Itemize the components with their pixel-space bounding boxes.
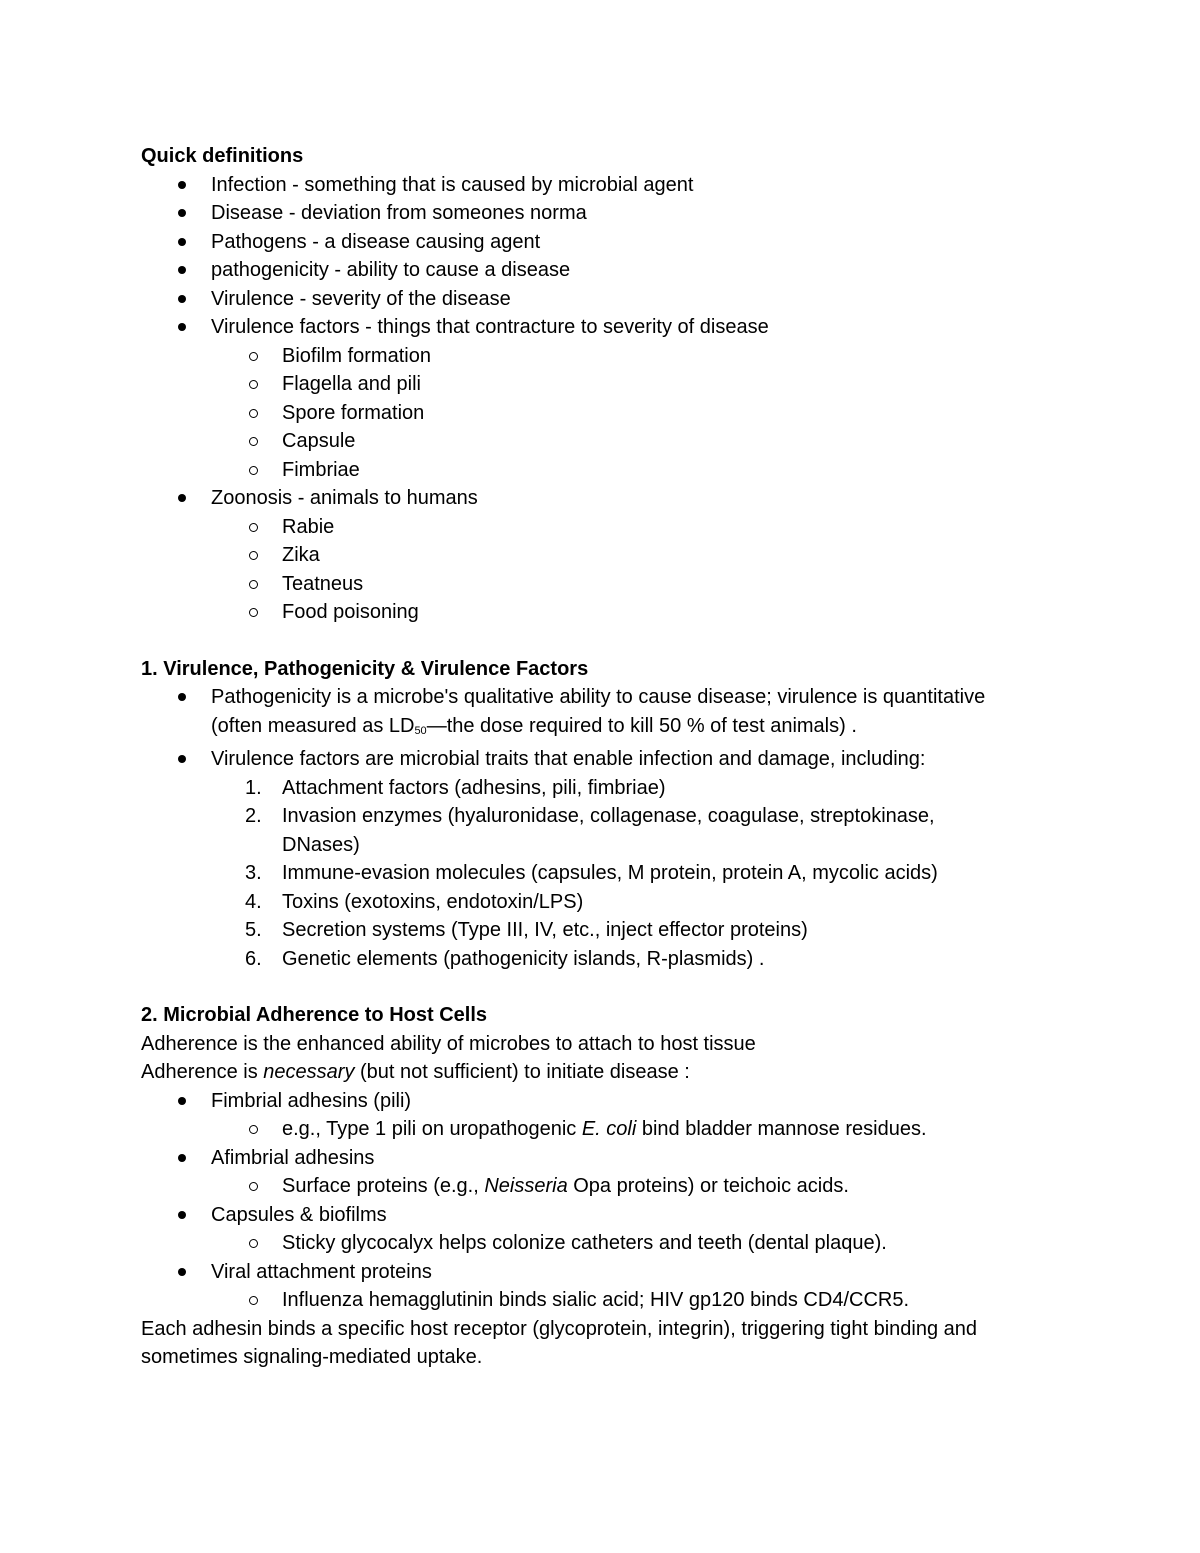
numbered-item: 2. Invasion enzymes (hyaluronidase, collagenase, coagulase, streptokinase, DNases): [141, 802, 1080, 859]
item-number: 6.: [245, 947, 262, 970]
sub-list-item: Biofilm formation: [141, 342, 1080, 371]
list-item: Pathogens - a disease causing agent: [141, 228, 1080, 257]
list-item: Zoonosis - animals to humans: [141, 484, 1080, 513]
bullet-disc-icon: [178, 323, 186, 331]
list-item: Virulence factors are microbial traits that enable infection and damage, including:: [141, 745, 1080, 774]
section-1-heading: 1. Virulence, Pathogenicity & Virulence Factors: [141, 657, 589, 680]
section-2-heading: 2. Microbial Adherence to Host Cells: [141, 1004, 488, 1026]
item-number: 2.: [245, 805, 262, 827]
quick-definitions-heading: Quick definitions: [141, 145, 304, 167]
sub-list-item: Capsule: [141, 427, 1080, 456]
bullet-disc-icon: [178, 238, 186, 246]
list-item: Virulence factors - things that contracture to severity of disease: [141, 313, 1080, 342]
item-number: 4.: [245, 890, 262, 913]
bullet-circle-icon: [249, 1125, 258, 1134]
section-1-list: [141, 683, 1080, 774]
bullet-disc-icon: [178, 1154, 186, 1162]
bullet-continuation: (often measured as $LD_{50}—the$ dose required to kill 50 % of test animals) .: [211, 714, 857, 737]
list-item: Pathogenicity is a microbe's qualitative ability to cause disease; virulence is quantitative (often measured as $LD_{50}—the$ dose required to kill 50 % of test animals) .: [141, 683, 1080, 745]
sub-list-item: Rabie: [141, 513, 1080, 542]
item-number: 3.: [245, 862, 262, 884]
bullet-disc-icon: [178, 181, 186, 189]
sub-list-item: e.g., Type 1 pili on uropathogenic E. coli bind bladder mannose residues.: [141, 1115, 1080, 1144]
bullet-disc-icon: [178, 693, 186, 701]
bullet-disc-icon: [178, 1268, 186, 1276]
sub-list-item: Spore formation: [141, 399, 1080, 428]
sub-list-item: Sticky glycocalyx helps colonize catheters and teeth (dental plaque).: [141, 1229, 1080, 1258]
bullet-circle-icon: [249, 1239, 258, 1248]
numbered-item: 6. Genetic elements (pathogenicity islands, R-plasmids) .: [141, 945, 1080, 974]
bullet-disc-icon: [178, 295, 186, 303]
sub-list-item: Zika: [141, 541, 1080, 570]
numbered-item: 4. Toxins (exotoxins, endotoxin/LPS): [141, 888, 1080, 917]
section-spacer: [141, 627, 1080, 655]
item-number: 1.: [245, 776, 262, 799]
sub-list-item: Teatneus: [141, 570, 1080, 599]
bullet-disc-icon: [178, 266, 186, 274]
item-number: 5.: [245, 919, 262, 941]
list-item: Viral attachment proteins: [141, 1258, 1080, 1287]
closing-paragraph: Each adhesin binds a specific host receptor (glycoprotein, integrin), triggering tight binding and sometimes signaling-mediated uptake.: [141, 1317, 978, 1368]
bullet-disc-icon: [178, 755, 186, 763]
numbered-item: 1. Attachment factors (adhesins, pili, fimbriae): [141, 774, 1080, 803]
sub-list-item: Influenza hemagglutinin binds sialic acid; HIV gp120 binds CD4/CCR5.: [141, 1286, 1080, 1315]
bullet-disc-icon: [178, 494, 186, 502]
list-item: Capsules & biofilms: [141, 1201, 1080, 1230]
adherence-paragraph-2: Adherence is necessary (but not sufficient) to initiate disease :: [141, 1061, 690, 1083]
virulence-factors-numbered-list: [141, 774, 1080, 974]
bullet-circle-icon: [249, 380, 258, 389]
bullet-disc-icon: [178, 209, 186, 217]
bullet-circle-icon: [249, 437, 258, 446]
bullet-circle-icon: [249, 551, 258, 560]
list-item: pathogenicity - ability to cause a disease: [141, 256, 1080, 285]
bullet-circle-icon: [249, 1296, 258, 1305]
sub-list-item: Fimbriae: [141, 456, 1080, 485]
list-item: Afimbrial adhesins: [141, 1144, 1080, 1173]
bullet-circle-icon: [249, 523, 258, 532]
bullet-disc-icon: [178, 1097, 186, 1105]
sub-list-item: Flagella and pili: [141, 370, 1080, 399]
quick-definitions-list: [141, 171, 1080, 627]
bullet-circle-icon: [249, 1182, 258, 1191]
bullet-disc-icon: [178, 1211, 186, 1219]
sub-list-item: Surface proteins (e.g., Neisseria Opa proteins) or teichoic acids.: [141, 1172, 1080, 1201]
adherence-paragraph: Adherence is the enhanced ability of microbes to attach to host tissue: [141, 1032, 756, 1055]
list-item: Infection - something that is caused by microbial agent: [141, 171, 1080, 200]
bullet-circle-icon: [249, 466, 258, 475]
bullet-circle-icon: [249, 352, 258, 361]
sub-list-item: Food poisoning: [141, 598, 1080, 627]
bullet-circle-icon: [249, 608, 258, 617]
adhesin-list: [141, 1087, 1080, 1315]
section-spacer: [141, 973, 1080, 1001]
bullet-circle-icon: [249, 409, 258, 418]
ld-subscript: 50: [414, 724, 427, 737]
numbered-item: 5. Secretion systems (Type III, IV, etc., inject effector proteins): [141, 916, 1080, 945]
list-item: Virulence - severity of the disease: [141, 285, 1080, 314]
list-item: Disease - deviation from someones norma: [141, 199, 1080, 228]
bullet-circle-icon: [249, 580, 258, 589]
numbered-item: 3. Immune-evasion molecules (capsules, M protein, protein A, mycolic acids): [141, 859, 1080, 888]
list-item: Fimbrial adhesins (pili): [141, 1087, 1080, 1116]
